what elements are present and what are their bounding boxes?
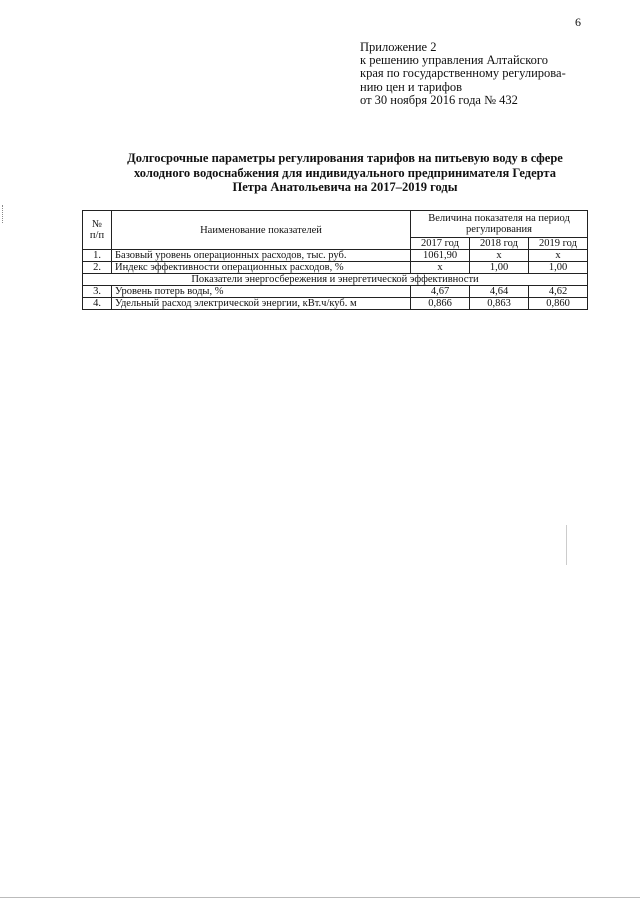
appendix-block xyxy=(360,41,600,107)
header-name: Наименование показателей xyxy=(112,211,411,250)
row-value: 0,860 xyxy=(529,298,588,310)
header-year: 2019 год xyxy=(529,238,588,250)
header-year: 2017 год xyxy=(411,238,470,250)
section-heading: Показатели энергосбережения и энергетической эффективности xyxy=(83,274,588,286)
row-num: 1. xyxy=(83,250,112,262)
section-row xyxy=(83,274,588,286)
table-row xyxy=(83,298,588,310)
row-num: 3. xyxy=(83,286,112,298)
row-value: x xyxy=(470,250,529,262)
row-value: 4,64 xyxy=(470,286,529,298)
row-name: Базовый уровень операционных расходов, тыс. руб. xyxy=(112,250,411,262)
row-name: Удельный расход электрической энергии, кВт.ч/куб. м xyxy=(112,298,411,310)
title-line: Петра Анатольевича на 2017–2019 годы xyxy=(232,180,458,194)
appendix-line: Приложение 2 xyxy=(360,40,437,54)
header-year: 2018 год xyxy=(470,238,529,250)
title-line: холодного водоснабжения для индивидуального предпринимателя Гедерта xyxy=(134,165,556,180)
row-num: 4. xyxy=(83,298,112,310)
table-row xyxy=(83,250,588,262)
header-num: № п/п xyxy=(83,211,112,250)
document-title xyxy=(100,151,590,195)
table-header-row xyxy=(83,211,588,238)
row-name: Индекс эффективности операционных расходов, % xyxy=(112,262,411,274)
scan-mark xyxy=(566,525,568,565)
row-value: x xyxy=(529,250,588,262)
appendix-line: нию цен и тарифов xyxy=(360,79,463,94)
table-row xyxy=(83,286,588,298)
row-value: 1061,90 xyxy=(411,250,470,262)
row-value: 1,00 xyxy=(470,262,529,274)
scan-mark xyxy=(2,205,4,223)
row-value: 0,863 xyxy=(470,298,529,310)
row-value: 4,62 xyxy=(529,286,588,298)
row-value: 0,866 xyxy=(411,298,470,310)
row-value: 4,67 xyxy=(411,286,470,298)
appendix-line: от 30 ноября 2016 года № 432 xyxy=(360,92,518,107)
row-value: x xyxy=(411,262,470,274)
appendix-line: края по государственному регулирова- xyxy=(360,66,566,81)
title-line: Долгосрочные параметры регулирования тарифов на питьевую воду в сфере xyxy=(127,151,563,165)
row-value: 1,00 xyxy=(529,262,588,274)
table-row xyxy=(83,262,588,274)
header-period: Величина показателя на период регулирования xyxy=(411,211,588,238)
page-number: 6 xyxy=(575,15,581,29)
row-num: 2. xyxy=(83,262,112,274)
appendix-line: к решению управления Алтайского xyxy=(360,53,548,68)
parameters-table xyxy=(82,210,588,310)
row-name: Уровень потерь воды, % xyxy=(112,286,411,298)
scan-edge xyxy=(0,897,640,898)
